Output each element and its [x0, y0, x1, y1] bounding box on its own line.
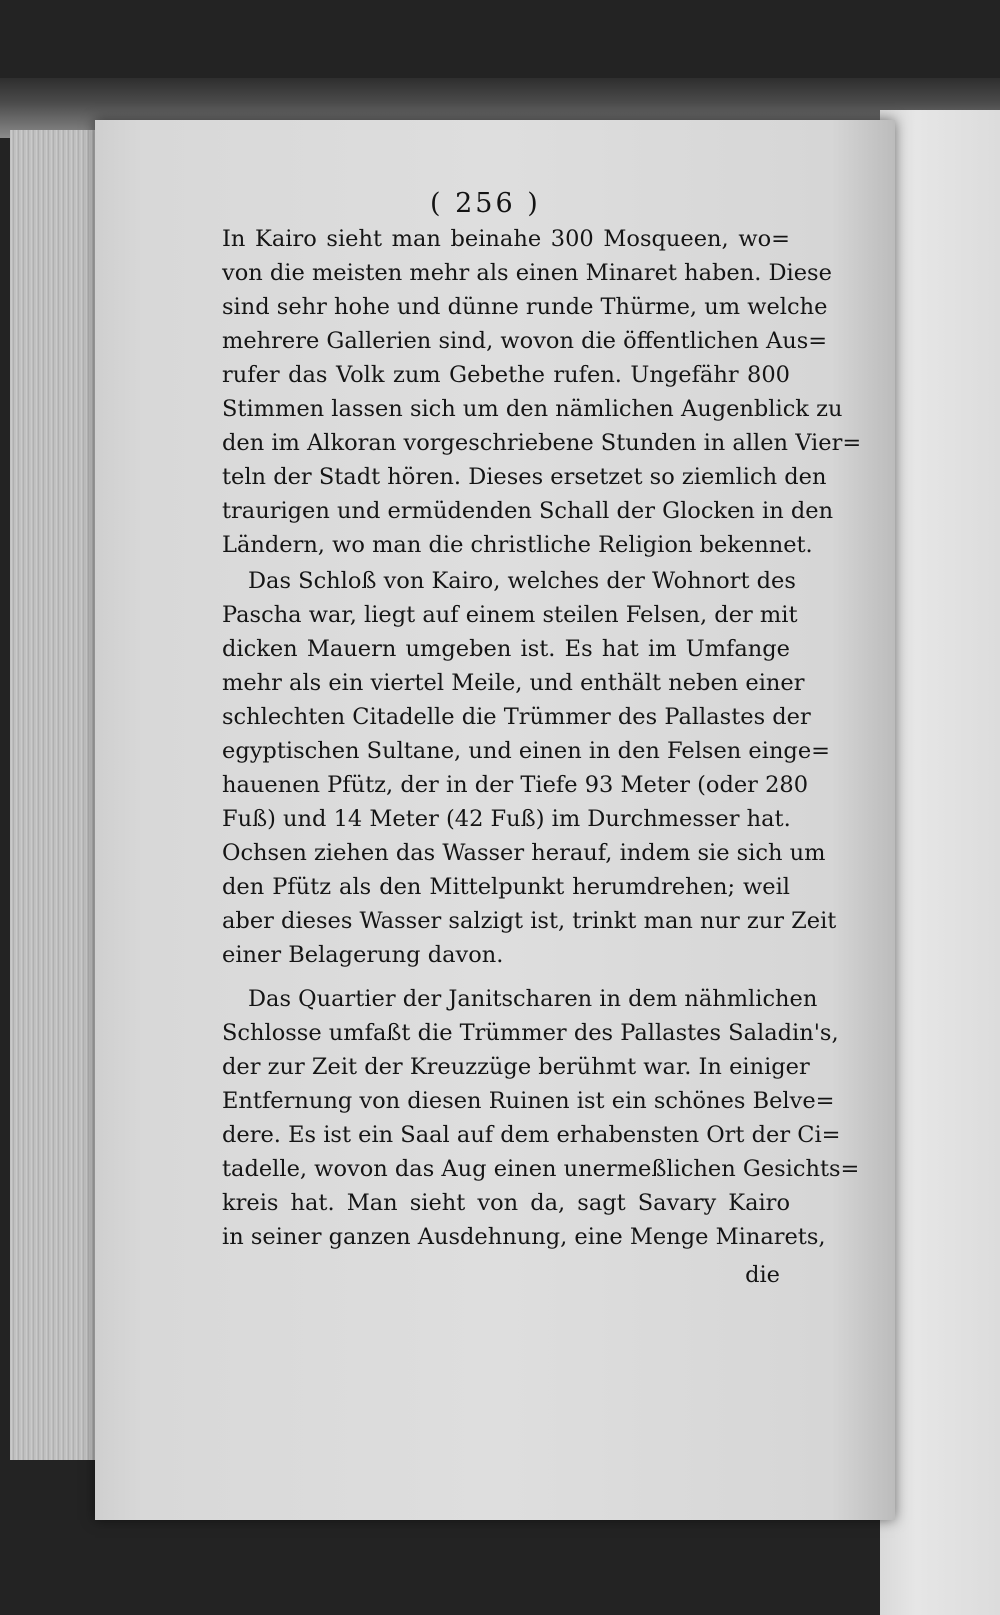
text-line: Das Schloß von Kairo, welches der Wohnort des — [248, 568, 796, 594]
text-line: egyptischen Sultane, und einen in den Felsen einge= — [222, 738, 831, 764]
text-line: dicken Mauern umgeben ist. Es hat im Umfange — [222, 636, 790, 662]
text-line: dere. Es ist ein Saal auf dem erhabensten Ort der Ci= — [222, 1122, 841, 1148]
text-line: Pascha war, liegt auf einem steilen Felsen, der mit — [222, 602, 798, 628]
text-line: In Kairo sieht man beinahe 300 Mosqueen, wo= — [222, 226, 790, 252]
text-line: rufer das Volk zum Gebethe rufen. Ungefähr 800 — [222, 362, 790, 388]
text-line: den Pfütz als den Mittelpunkt herumdrehen; weil — [222, 874, 790, 900]
text-line: traurigen und ermüdenden Schall der Glocken in den — [222, 498, 834, 524]
text-line: einer Belagerung davon. — [222, 942, 504, 968]
text-line: Fuß) und 14 Meter (42 Fuß) im Durchmesser hat. — [222, 806, 791, 832]
text-line: Stimmen lassen sich um den nämlichen Augenblick zu — [222, 396, 843, 422]
catchword: die — [745, 1262, 780, 1288]
text-line: aber dieses Wasser salzigt ist, trinkt man nur zur Zeit — [222, 908, 837, 934]
text-line: sind sehr hohe und dünne runde Thürme, um welche — [222, 294, 828, 320]
text-line: hauenen Pfütz, der in der Tiefe 93 Meter (oder 280 — [222, 772, 809, 798]
text-line: der zur Zeit der Kreuzzüge berühmt war. In einiger — [222, 1054, 810, 1080]
text-line: Das Quartier der Janitscharen in dem nähmlichen — [248, 986, 818, 1012]
text-line: kreis hat. Man sieht von da, sagt Savary Kairo — [222, 1190, 790, 1216]
page-stack-edge — [10, 130, 100, 1460]
text-line: Ländern, wo man die christliche Religion bekennet. — [222, 532, 813, 558]
text-line: schlechten Citadelle die Trümmer des Pallastes der — [222, 704, 811, 730]
text-line: tadelle, wovon das Aug einen unermeßlichen Gesichts= — [222, 1156, 860, 1182]
page-number: ( 256 ) — [430, 188, 541, 219]
text-line: mehrere Gallerien sind, wovon die öffentlichen Aus= — [222, 328, 828, 354]
text-line: teln der Stadt hören. Dieses ersetzet so ziemlich den — [222, 464, 827, 490]
text-line: den im Alkoran vorgeschriebene Stunden in allen Vier= — [222, 430, 862, 456]
text-line: Ochsen ziehen das Wasser herauf, indem sie sich um — [222, 840, 826, 866]
text-line: in seiner ganzen Ausdehnung, eine Menge Minarets, — [222, 1224, 826, 1250]
text-line: mehr als ein viertel Meile, und enthält neben einer — [222, 670, 805, 696]
text-line: Schlosse umfaßt die Trümmer des Pallastes Saladin's, — [222, 1020, 839, 1046]
facing-page — [880, 110, 1000, 1615]
text-line: Entfernung von diesen Ruinen ist ein schönes Belve= — [222, 1088, 835, 1114]
text-line: von die meisten mehr als einen Minaret haben. Diese — [222, 260, 832, 286]
